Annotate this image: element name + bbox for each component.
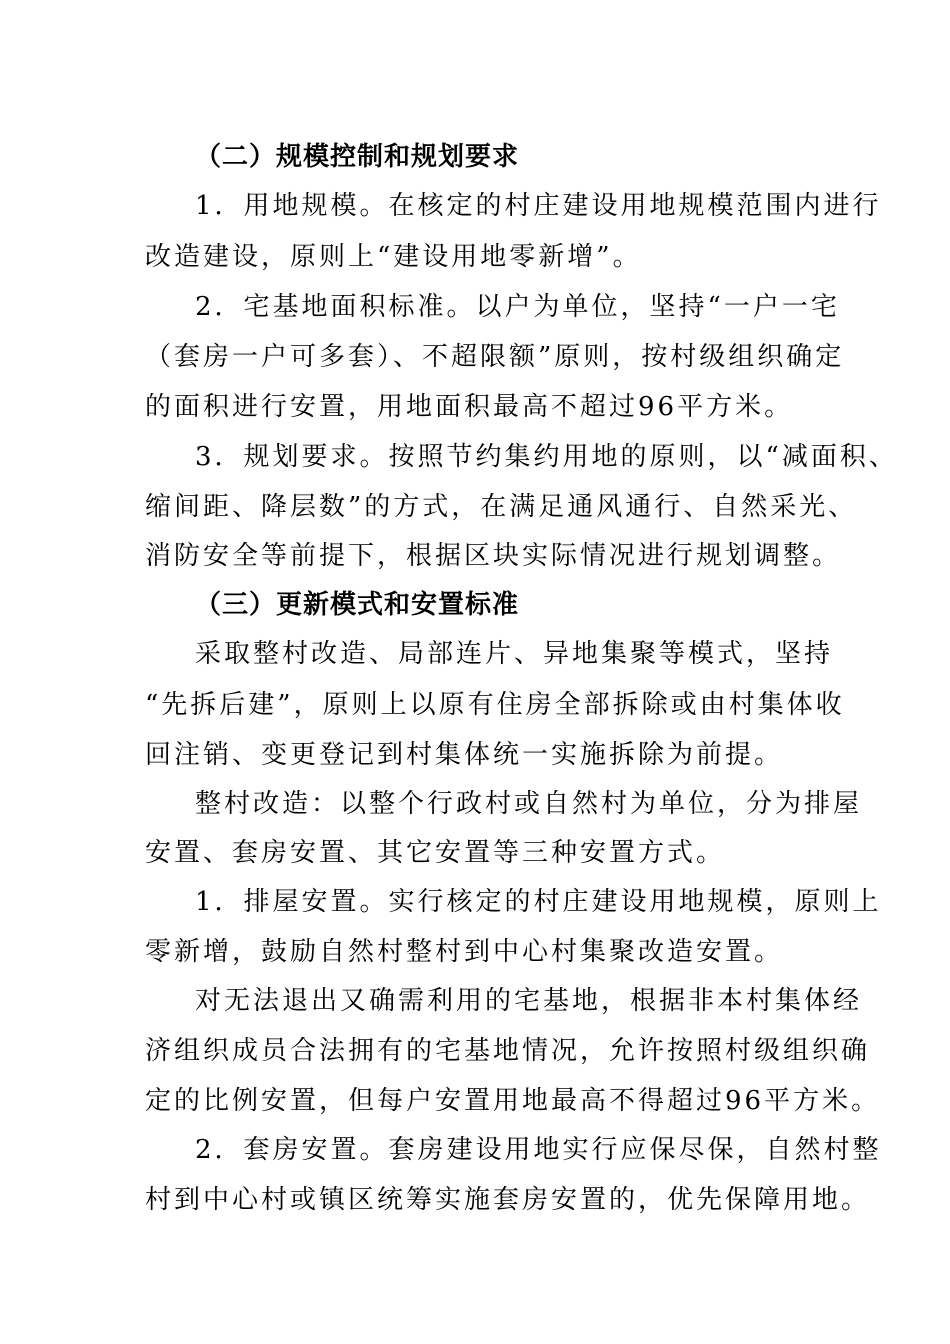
- paragraph-line: 济组织成员合法拥有的宅基地情况，允许按照村级组织确: [145, 1036, 871, 1066]
- paragraph-line: 改造建设，原则上“建设用地零新增”。: [145, 242, 642, 272]
- paragraph-line: 村到中心村或镇区统筹实施套房安置的，优先保障用地。: [145, 1185, 871, 1215]
- paragraph-line: （套房一户可多套）、不超限额”原则，按村级组织确定: [145, 342, 845, 372]
- paragraph-line: 1．排屋安置。实行核定的村庄建设用地规模，原则上: [195, 887, 882, 917]
- paragraph-line: 对无法退出又确需利用的宅基地，根据非本村集体经: [195, 986, 863, 1016]
- paragraph-line: 采取整村改造、局部连片、异地集聚等模式，坚持: [195, 639, 834, 669]
- paragraph-line: 安置、套房安置、其它安置等三种安置方式。: [145, 838, 726, 868]
- paragraph-line: 回注销、变更登记到村集体统一实施拆除为前提。: [145, 740, 784, 770]
- paragraph-line: 整村改造：以整个行政村或自然村为单位，分为排屋: [195, 789, 863, 819]
- paragraph-line: 消防安全等前提下，根据区块实际情况进行规划调整。: [145, 541, 842, 571]
- paragraph-line: 2．套房安置。套房建设用地实行应保尽保，自然村整: [195, 1135, 882, 1165]
- paragraph-line: 定的比例安置，但每户安置用地最高不得超过96平方米。: [145, 1086, 881, 1116]
- paragraph-line: 2．宅基地面积标准。以户为单位，坚持“一户一宅: [195, 292, 840, 322]
- section-heading-renewal-mode: （三）更新模式和安置标准: [195, 590, 520, 620]
- paragraph-line: 的面积进行安置，用地面积最高不超过96平方米。: [145, 392, 794, 422]
- paragraph-line: 1．用地规模。在核定的村庄建设用地规模范围内进行: [195, 191, 882, 221]
- paragraph-line: “先拆后建”，原则上以原有住房全部拆除或由村集体收: [145, 690, 845, 720]
- paragraph-line: 3．规划要求。按照节约集约用地的原则，以“减面积、: [195, 442, 898, 472]
- paragraph-line: 零新增，鼓励自然村整村到中心村集聚改造安置。: [145, 937, 784, 967]
- section-heading-scale-control: （二）规模控制和规划要求: [195, 142, 520, 172]
- paragraph-line: 缩间距、降层数”的方式，在满足通风通行、自然采光、: [145, 492, 858, 522]
